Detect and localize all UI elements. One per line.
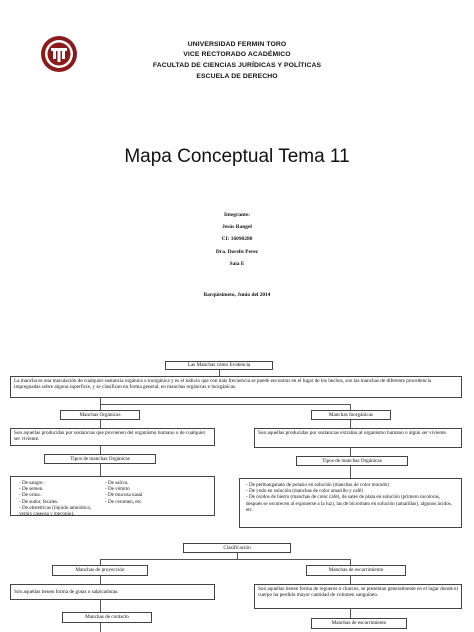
teacher-name: Dra. Dorelis Perez	[215, 249, 259, 255]
connector	[100, 404, 350, 405]
integrante-label: Integrante:	[223, 212, 251, 218]
contact-stains-label: Manchas de contacto	[62, 612, 152, 623]
classification-label: Clasificación	[183, 543, 291, 553]
list-item: - De sudor, fecales.	[19, 498, 59, 505]
connector	[100, 446, 101, 454]
connector	[100, 576, 101, 584]
list-item: - De sangre.	[19, 480, 44, 486]
list-item: - De óxidos de hierro (manchas de color café), de sales de plata en solución (primero incoloras, después se oscurecen al exponerse a la luz), las de bicromato en solución (amarillas), algunos ácidos, etc.	[246, 494, 452, 513]
place-date: Barquisimeto, Junio del 2014	[203, 292, 271, 298]
inorganic-stains-label: Manchas Inorgánicas	[311, 410, 391, 420]
runoff-stains-label-2: Manchas de escurrimiento	[311, 618, 407, 629]
connector	[100, 623, 101, 632]
inorganic-types	[246, 482, 455, 513]
school-name: ESCUELA DE DERECHO	[196, 73, 278, 80]
connector	[350, 466, 351, 478]
connector	[350, 576, 351, 584]
runoff-stains-label: Manchas de escurrimiento	[306, 565, 406, 576]
faculty-name: FACULTAD DE CIENCIAS JURÍDICAS Y POLÍTICAS	[152, 62, 322, 69]
vice-rectorate: VICE RECTORADO ACADÉMICO	[183, 51, 291, 58]
organic-types-left	[19, 480, 105, 517]
organic-types-list	[10, 476, 215, 516]
inorganic-types-list	[239, 478, 462, 528]
connector	[100, 559, 350, 560]
connector	[100, 420, 101, 428]
section-name: Saia E	[229, 261, 245, 267]
organic-stains-label: Manchas Orgánicas	[60, 410, 140, 420]
inorganic-desc: Son aquellas producidas por sustancias extrañas al organismo humano o algún ser viviente.	[254, 428, 462, 448]
runoff-desc: Son aquellas tienen forma de regueros o charcos, se presentan generalmente en el lugar donde el cuerpo ha perdido mayor cantidad de volumen sanguíneo.	[254, 584, 462, 609]
organic-types-right	[105, 480, 206, 517]
university-name: UNIVERSIDAD FERMIN TORO	[187, 41, 287, 48]
list-item: - De mucosa nasal	[105, 492, 143, 499]
organic-types-label: Tipos de manchas Orgánicas	[44, 454, 156, 464]
list-item: - De semen.	[19, 486, 44, 493]
list-item: - De orina.	[19, 492, 41, 499]
connector	[350, 420, 351, 428]
organic-desc: Son aquellas producidas por sustancias que provienen del organismo humano o de cualquier ser viviente.	[10, 428, 215, 446]
connector	[100, 600, 101, 612]
connector	[350, 448, 351, 456]
projection-desc: Son aquellas tienen forma de gotas o salpicaduras.	[10, 584, 215, 600]
list-item: - De permanganato de potasio en solución (manchas de color morado)	[246, 482, 389, 488]
list-item: - De vómito	[105, 486, 130, 493]
connector	[350, 609, 351, 618]
list-item: - De saliva.	[105, 480, 129, 486]
student-name: Jesús Rangel	[222, 224, 252, 230]
inorganic-types-label: Tipos de manchas Orgánicas	[296, 456, 408, 466]
list-item: - De obstetricas (líquido amniótico, vernix caseosa y meconio).	[19, 504, 92, 518]
list-item: - De cerumen, etc.	[105, 498, 143, 505]
list-item: - De yodo en solución (manchas de color amarillo y café)	[246, 488, 364, 495]
map-root: Las Manchas como Evidencia	[165, 361, 273, 370]
connector	[100, 464, 101, 476]
projection-stains-label: Manchas de proyección	[52, 565, 148, 576]
student-id: CI: 16090280	[221, 236, 253, 242]
page-title: Mapa Conceptual Tema 11	[124, 146, 350, 167]
definition-box: La mancha es una maculación de cualquier sustancia orgánica o inorgánica y es el indicio que con más frecuencia se puede encontrar en el lugar de los hechos, son las manchas de diferente procedencia impregnadas sobre alguna superficie, y se clasifican en forma general, en manchas orgánicas e inorgánicas.	[10, 376, 462, 398]
